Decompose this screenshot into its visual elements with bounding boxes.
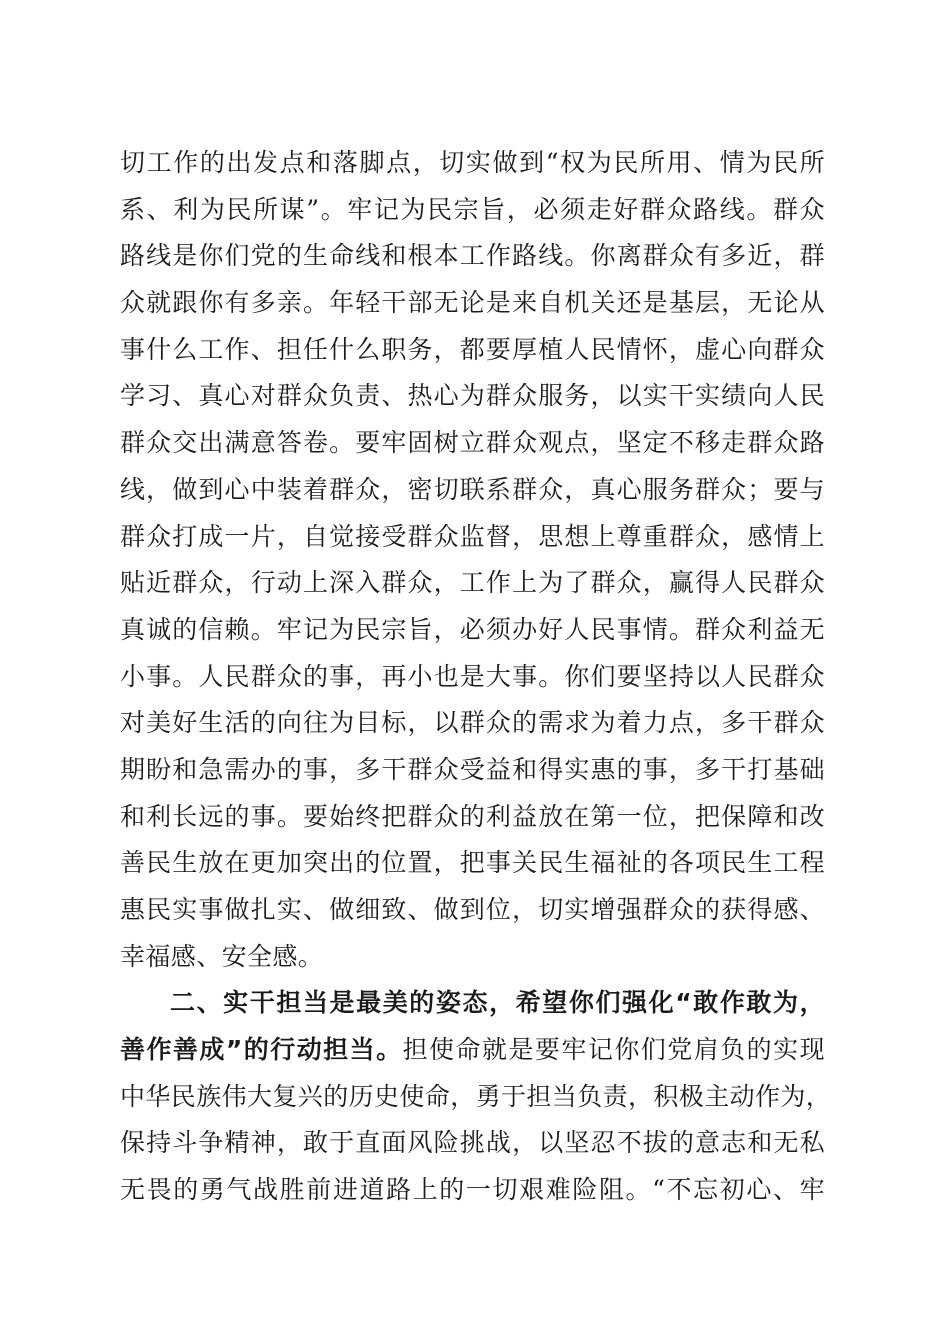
text-line: 善民生放在更加突出的位置，把事关民生福祉的各项民生工程 — [120, 848, 825, 878]
section-heading-tail: 善作善成”的行动担当。 — [120, 1035, 403, 1065]
text-line: 期盼和急需办的事，多干群众受益和得实惠的事，多干打基础 — [120, 754, 825, 784]
section-heading-continuation — [120, 1027, 825, 1074]
text-line: 真诚的信赖。牢记为民宗旨，必须办好人民事情。群众利益无 — [120, 614, 825, 644]
text-line: 幸福感、安全感。 — [120, 941, 324, 971]
text-run: 担使命就是要牢记你们党肩负的实现 — [402, 1035, 825, 1065]
text-line: 对美好生活的向往为目标，以群众的需求为着力点，多干群众 — [120, 708, 825, 738]
text-line: 贴近群众，行动上深入群众，工作上为了群众，赢得人民群众 — [120, 568, 825, 598]
text-line: 保持斗争精神，敢于直面风险挑战，以坚忍不拔的意志和无私 — [120, 1128, 825, 1158]
text-line: 惠民实事做扎实、做细致、做到位，切实增强群众的获得感、 — [120, 895, 825, 924]
text-line: 路线是你们党的生命线和根本工作路线。你离群众有多近，群 — [120, 241, 825, 271]
text-line: 系、利为民所谋”。牢记为民宗旨，必须走好群众路线。群众 — [120, 194, 825, 224]
text-line: 无畏的勇气战胜前进道路上的一切艰难险阻。“不忘初心、牢 — [120, 1175, 825, 1205]
text-line: 中华民族伟大复兴的历史使命，勇于担当负责，积极主动作为， — [120, 1081, 832, 1111]
text-line: 众就跟你有多亲。年轻干部无论是来自机关还是基层，无论从 — [120, 288, 825, 318]
text-line: 切工作的出发点和落脚点，切实做到“权为民所用、情为民所 — [120, 148, 825, 177]
text-line: 和利长远的事。要始终把群众的利益放在第一位，把保障和改 — [120, 801, 825, 831]
text-line: 学习、真心对群众负责、热心为群众服务，以实干实绩向人民 — [120, 381, 825, 411]
text-line: 小事。人民群众的事，再小也是大事。你们要坚持以人民群众 — [120, 661, 825, 691]
document-body — [120, 140, 832, 1214]
text-line: 事什么工作、担任什么职务，都要厚植人民情怀，虚心向群众 — [120, 334, 825, 364]
text-line: 群众打成一片，自觉接受群众监督，思想上尊重群众，感情上 — [120, 521, 825, 551]
text-line: 线，做到心中装着群众，密切联系群众，真心服务群众；要与 — [120, 474, 825, 504]
section-heading: 二、实干担当是最美的姿态，希望你们强化“敢作敢为， — [170, 988, 825, 1018]
text-line: 群众交出满意答卷。要牢固树立群众观点，坚定不移走群众路 — [120, 428, 825, 458]
